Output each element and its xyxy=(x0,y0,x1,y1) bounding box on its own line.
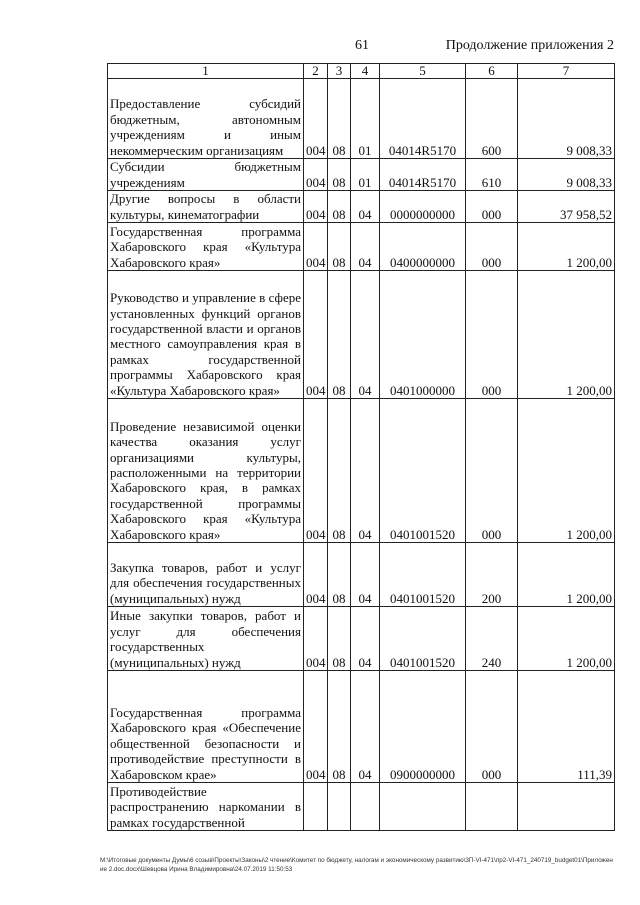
cell-code: 004 xyxy=(304,543,328,607)
row-name: Иные закупки товаров, работ и услуг для обеспечения государственных (муниципальных) нужд xyxy=(108,607,304,671)
cell-amount: 1 200,00 xyxy=(518,543,615,607)
table-header-row xyxy=(108,64,615,79)
table-row xyxy=(108,607,615,671)
row-name: Закупка товаров, работ и услуг для обеспечения государственных (муниципальных) нужд xyxy=(108,543,304,607)
continuation-label: Продолжение приложения 2 xyxy=(445,38,614,53)
cell-amount: 1 200,00 xyxy=(518,223,615,271)
cell-expense-type: 000 xyxy=(466,223,518,271)
cell-subsection: 04 xyxy=(351,191,380,223)
cell-expense-type: 600 xyxy=(466,79,518,159)
column-header: 6 xyxy=(466,64,518,79)
column-header: 5 xyxy=(380,64,466,79)
row-name: Государственная программа Хабаровского края «Культура Хабаровского края» xyxy=(108,223,304,271)
cell-target: 0900000000 xyxy=(380,671,466,783)
table-row xyxy=(108,271,615,399)
cell-section: 08 xyxy=(328,223,351,271)
cell-amount: 37 958,52 xyxy=(518,191,615,223)
cell-target: 0401001520 xyxy=(380,607,466,671)
cell-expense-type: 610 xyxy=(466,159,518,191)
cell-amount: 9 008,33 xyxy=(518,79,615,159)
cell-amount: 1 200,00 xyxy=(518,271,615,399)
cell-section: 08 xyxy=(328,79,351,159)
cell-section: 08 xyxy=(328,271,351,399)
cell-code: 004 xyxy=(304,159,328,191)
cell-target: 0401000000 xyxy=(380,271,466,399)
cell-code: 004 xyxy=(304,671,328,783)
table-row xyxy=(108,191,615,223)
cell-expense-type: 000 xyxy=(466,271,518,399)
cell-section: 08 xyxy=(328,543,351,607)
cell-code: 004 xyxy=(304,79,328,159)
row-name: Руководство и управление в сфере установленных функций органов государственной власти и органов местного самоуправления края в рамках государственной программы Хабаровского края «Культура Хабаровского края» xyxy=(108,271,304,399)
cell-section: 08 xyxy=(328,607,351,671)
cell-code xyxy=(304,783,328,831)
cell-target: 0401001520 xyxy=(380,399,466,543)
budget-table xyxy=(107,63,615,831)
cell-section: 08 xyxy=(328,399,351,543)
cell-subsection: 04 xyxy=(351,671,380,783)
cell-expense-type: 000 xyxy=(466,191,518,223)
cell-subsection: 04 xyxy=(351,607,380,671)
cell-target: 0401001520 xyxy=(380,543,466,607)
cell-code: 004 xyxy=(304,223,328,271)
cell-expense-type: 000 xyxy=(466,671,518,783)
table-row xyxy=(108,223,615,271)
cell-code: 004 xyxy=(304,399,328,543)
cell-subsection: 01 xyxy=(351,159,380,191)
cell-subsection xyxy=(351,783,380,831)
row-name: Субсидии бюджетным учреждениям xyxy=(108,159,304,191)
cell-code: 004 xyxy=(304,607,328,671)
table-row xyxy=(108,543,615,607)
footer-file-path: M:\Итоговые документы Думы\6 созыв\Проекты\Законы\2 чтение\Комитет по бюджету, налогам и экономическому развитию\3П-VI-471\пр2-VI-471_240719_budget01\Приложение 2.doc.docx\Шевцова Ирина Владимировна\24.07.2019 11:50:53 xyxy=(100,857,613,873)
cell-subsection: 01 xyxy=(351,79,380,159)
cell-subsection: 04 xyxy=(351,399,380,543)
cell-subsection: 04 xyxy=(351,271,380,399)
column-header: 1 xyxy=(108,64,304,79)
row-name: Государственная программа Хабаровского края «Обеспечение общественной безопасности и противодействие преступности в Хабаровском крае» xyxy=(108,671,304,783)
column-header: 7 xyxy=(518,64,615,79)
row-name: Противодействие распространению наркомании в рамках государственной xyxy=(108,783,304,831)
table-row xyxy=(108,79,615,159)
row-name: Проведение независимой оценки качества оказания услуг организациями культуры, расположенными на территории Хабаровского края, в рамках государственной программы Хабаровского края «Культура Хабаровского края» xyxy=(108,399,304,543)
cell-target: 04014R5170 xyxy=(380,159,466,191)
cell-amount: 1 200,00 xyxy=(518,607,615,671)
column-header: 3 xyxy=(328,64,351,79)
cell-target xyxy=(380,783,466,831)
cell-expense-type xyxy=(466,783,518,831)
column-header: 4 xyxy=(351,64,380,79)
cell-amount: 111,39 xyxy=(518,671,615,783)
row-name: Предоставление субсидий бюджетным, автономным учреждениям и иным некоммерческим организациям xyxy=(108,79,304,159)
cell-section: 08 xyxy=(328,159,351,191)
cell-amount xyxy=(518,783,615,831)
cell-subsection: 04 xyxy=(351,223,380,271)
cell-amount: 9 008,33 xyxy=(518,159,615,191)
page-number: 61 xyxy=(355,38,369,53)
table-row xyxy=(108,159,615,191)
cell-code: 004 xyxy=(304,191,328,223)
table-row xyxy=(108,399,615,543)
column-header: 2 xyxy=(304,64,328,79)
cell-target: 04014R5170 xyxy=(380,79,466,159)
table-row xyxy=(108,671,615,783)
cell-section: 08 xyxy=(328,191,351,223)
cell-target: 0400000000 xyxy=(380,223,466,271)
cell-section xyxy=(328,783,351,831)
cell-amount: 1 200,00 xyxy=(518,399,615,543)
row-name: Другие вопросы в области культуры, кинематографии xyxy=(108,191,304,223)
cell-code: 004 xyxy=(304,271,328,399)
cell-subsection: 04 xyxy=(351,543,380,607)
cell-expense-type: 200 xyxy=(466,543,518,607)
table-row xyxy=(108,783,615,831)
cell-section: 08 xyxy=(328,671,351,783)
cell-target: 0000000000 xyxy=(380,191,466,223)
cell-expense-type: 240 xyxy=(466,607,518,671)
cell-expense-type: 000 xyxy=(466,399,518,543)
